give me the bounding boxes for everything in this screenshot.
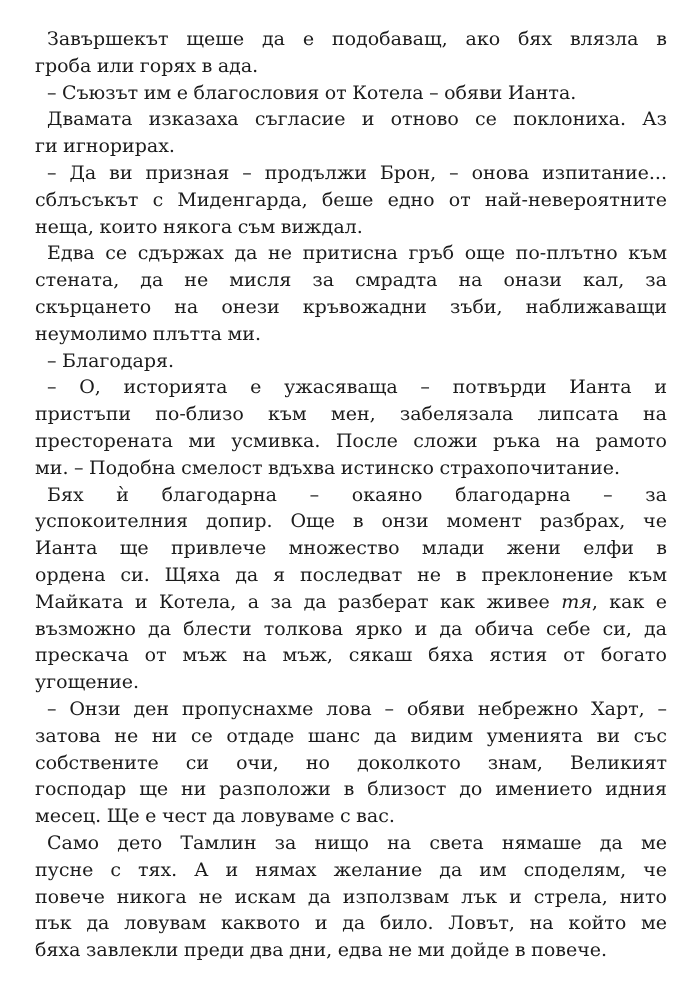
text-line: месец. Ще е чест да ловуваме с вас. <box>35 805 395 828</box>
text-line: Завършекът щеше да е подобаващ, ако бях влязла в <box>47 28 667 50</box>
text-line: стената, да не мисля за смрадта на онази кал, за <box>35 269 667 292</box>
text-line: Бях ѝ благодарна – окаяно благодарна – за <box>47 483 667 506</box>
text-line: Едва се сдържах да не притисна гръб още по-плътно към <box>47 242 667 265</box>
text-line: угощение. <box>35 671 140 694</box>
text-line: неща, които някога съм виждал. <box>35 215 363 238</box>
text-line: възможно да блести толкова ярко и да обича себе си, да <box>35 617 667 640</box>
text-line: ги игнорирах. <box>35 135 175 158</box>
text-line: ми. – Подобна смелост вдъхва истинско страхопочитание. <box>35 456 621 479</box>
paragraph <box>35 696 667 830</box>
text-line: собствените си очи, но доколкото знам, Великият <box>35 751 667 774</box>
paragraph <box>35 106 667 160</box>
text-line: успокоителния допир. Още в онзи момент разбрах, че <box>35 510 667 533</box>
paragraph <box>35 374 667 481</box>
paragraph <box>35 160 667 240</box>
text-segment: Майката и Котела, а за да разберат как живее <box>35 590 550 613</box>
text-line: – О, историята е ужасяваща – потвърди Ианта и <box>47 376 667 399</box>
book-page <box>35 26 667 976</box>
text-line-with-italic <box>35 589 667 616</box>
text-line: пусне с тях. А и нямах желание да им споделям, че <box>35 858 667 881</box>
text-line: сблъсъкът с Миденгарда, беше едно от най-невероятните <box>35 188 667 211</box>
paragraph <box>35 80 667 107</box>
text-line: – Онзи ден пропуснахме лова – обяви небрежно Харт, – <box>47 697 667 720</box>
text-line: бяха завлекли преди два дни, едва не ми дойде в повече. <box>35 939 608 962</box>
paragraph <box>35 26 667 80</box>
text-line: – Да ви призная – продължи Брон, – онова изпитание... <box>47 161 667 184</box>
text-line: скърцането на онези кръвожадни зъби, наближаващи <box>35 295 667 318</box>
paragraph <box>35 348 667 375</box>
text-line: гроба или горях в ада. <box>35 54 259 77</box>
text-line: затова не ни се отдаде шанс да видим уменията ви със <box>35 724 667 747</box>
text-line: – Благодаря. <box>47 349 175 372</box>
text-line: Ианта ще привлече множество млади жени елфи в <box>35 537 667 560</box>
paragraph <box>35 482 667 696</box>
paragraph <box>35 830 667 964</box>
text-line: престорената ми усмивка. После сложи ръка на рамото <box>35 429 667 452</box>
text-segment: , как е <box>591 590 667 613</box>
text-line: пристъпи по-близо към мен, забелязала липсата на <box>35 403 667 426</box>
text-line: неумолимо плътта ми. <box>35 322 261 345</box>
text-line: – Съюзът им е благословия от Котела – обяви Ианта. <box>47 81 577 104</box>
paragraph <box>35 240 667 347</box>
text-line: пък да ловувам каквото и да било. Ловът, на който ме <box>35 912 667 935</box>
italic-word: тя <box>561 590 592 613</box>
text-line: ордена си. Щяха да я последват не в преклонение към <box>35 563 667 586</box>
text-line: повече никога не искам да използвам лък и стрела, нито <box>35 885 667 908</box>
text-line: Само дето Тамлин за нищо на света нямаше да ме <box>47 831 667 854</box>
text-line: Двамата изказаха съгласие и отново се поклониха. Аз <box>47 108 667 131</box>
text-line: господар ще ни разположи в близост до имението идния <box>35 778 667 801</box>
text-line: прескача от мъж на мъж, сякаш бяха ястия от богато <box>35 644 667 667</box>
